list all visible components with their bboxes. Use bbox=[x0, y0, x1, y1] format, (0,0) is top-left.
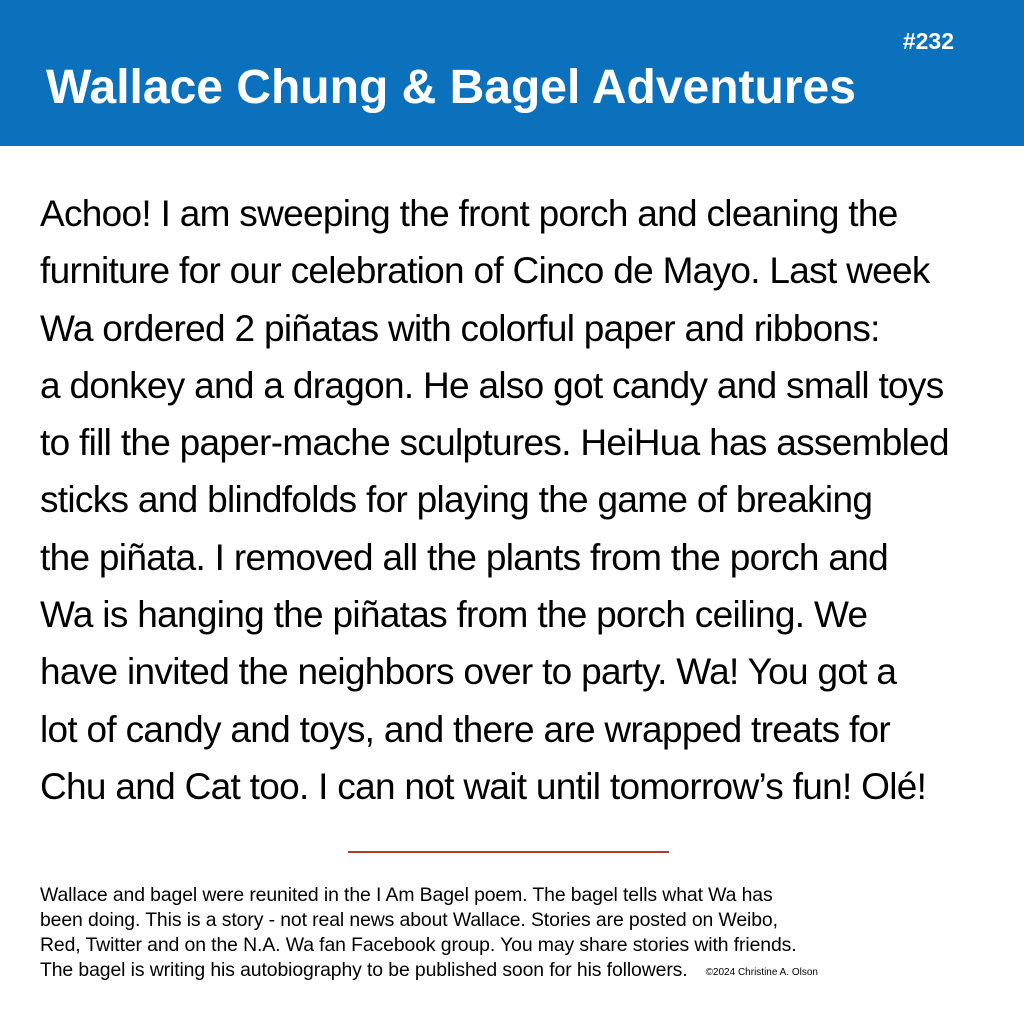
story-line: a donkey and a dragon. He also got candy and small toys bbox=[40, 364, 944, 406]
copyright-notice: ©2024 Christine A. Olson bbox=[705, 967, 818, 978]
story-line: Achoo! I am sweeping the front porch and cleaning the bbox=[40, 193, 898, 234]
footer-note-line: been doing. This is a story - not real news about Wallace. Stories are posted on Weibo, bbox=[40, 909, 778, 931]
footer-note-line: Red, Twitter and on the N.A. Wa fan Facebook group. You may share stories with friends. bbox=[40, 934, 797, 956]
header-banner bbox=[0, 0, 1024, 146]
story-line: Wa ordered 2 piñatas with colorful paper and ribbons: bbox=[40, 307, 880, 349]
story-line: the piñata. I removed all the plants from the porch and bbox=[40, 536, 888, 578]
story-line: have invited the neighbors over to party. Wa! You got a bbox=[40, 651, 897, 693]
story-line: lot of candy and toys, and there are wrapped treats for bbox=[40, 708, 891, 750]
divider-line bbox=[348, 851, 669, 853]
issue-number: #232 bbox=[902, 28, 954, 54]
footer-note bbox=[40, 883, 1010, 985]
story-line: Chu and Cat too. I can not wait until tomorrow’s fun! Olé! bbox=[40, 765, 927, 807]
story-line: to fill the paper-mache sculptures. HeiHua has assembled bbox=[40, 422, 949, 464]
story-line: Wa is hanging the piñatas from the porch ceiling. We bbox=[40, 594, 868, 636]
page-title: Wallace Chung & Bagel Adventures bbox=[46, 61, 856, 114]
footer-note-line: Wallace and bagel were reunited in the I Am Bagel poem. The bagel tells what Wa has bbox=[40, 884, 773, 906]
footer-note-line-text: The bagel is writing his autobiography to be published soon for his followers. bbox=[40, 959, 688, 981]
story-line: sticks and blindfolds for playing the game of breaking bbox=[40, 479, 873, 521]
story-text bbox=[40, 185, 1010, 815]
footer-note-line-last bbox=[40, 958, 1010, 985]
story-line: furniture for our celebration of Cinco de Mayo. Last week bbox=[40, 250, 930, 292]
